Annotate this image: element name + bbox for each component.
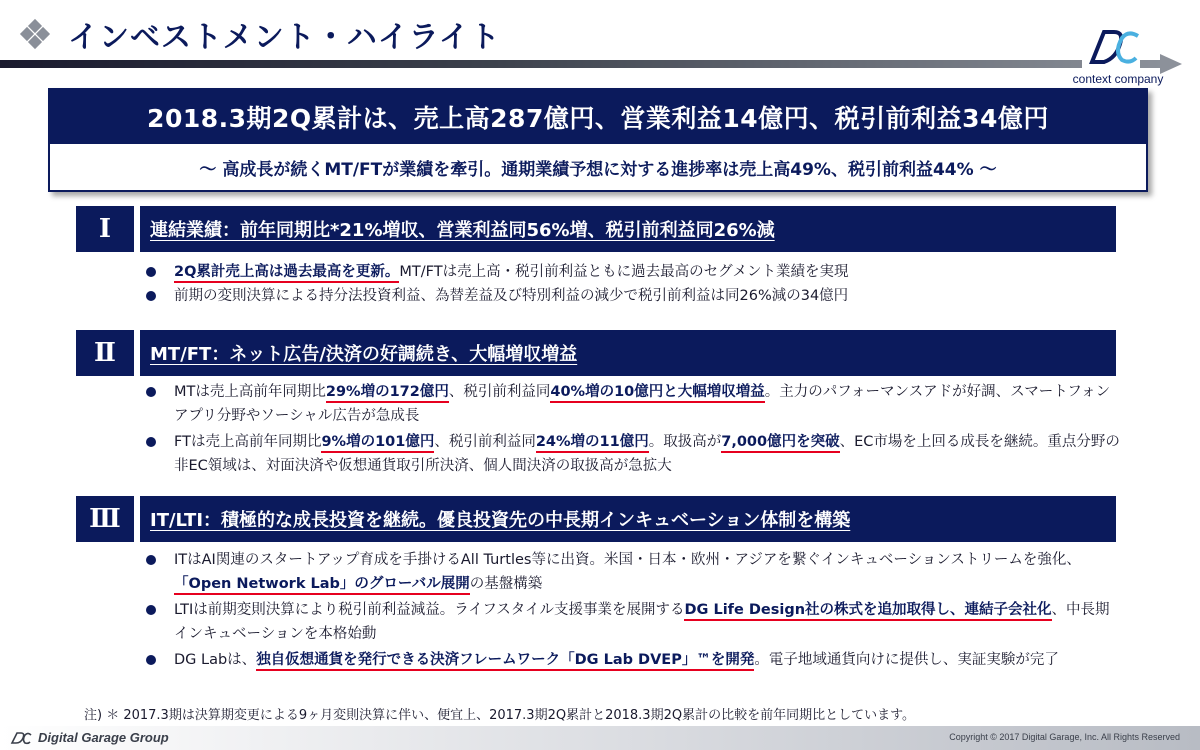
section-1-header (76, 206, 1116, 252)
highlight-text: DG Life Design社の株式を追加取得し、連結子会社化 (684, 602, 1051, 621)
title-wrap (22, 12, 501, 56)
bullet-dot-icon (146, 605, 156, 615)
copyright: Copyright © 2017 Digital Garage, Inc. All Rights Reserved (949, 732, 1180, 742)
list-item (140, 548, 1120, 596)
section-1-number: Ⅰ (76, 206, 134, 252)
bullet-text: MTは売上高前年同期比 (174, 384, 326, 400)
logo-text: context company (1072, 72, 1164, 86)
section-1-title: 連結業績：前年同期比*21%増収、営業利益同56%増、税引前利益同26%減 (150, 220, 775, 241)
bullet-text: 、税引前利益同 (434, 434, 536, 450)
section-2-bullets (140, 380, 1120, 478)
bullet-dot-icon (146, 437, 156, 447)
highlight-text: 29%増の172億円 (326, 384, 449, 403)
section-3-title: IT/LTI：積極的な成長投資を継続。優良投資先の中長期インキュベーション体制を構築 (150, 510, 851, 531)
highlight-text: 9%増の101億円 (321, 434, 434, 453)
summary-headline: 2018.3期2Q累計は、売上高287億円、営業利益14億円、税引前利益34億円 (50, 90, 1146, 144)
list-item (140, 260, 1120, 284)
header (0, 0, 1200, 86)
footer-brand: Digital Garage Group (38, 730, 169, 745)
highlight-text: 2Q累計売上高は過去最高を更新。 (174, 264, 399, 283)
bullet-text: FTは売上高前年同期比 (174, 434, 322, 450)
bullet-text: 。主力のパフォーマンスアドが好調、スマートフォンアプリ分野やソーシャル広告が急成長 (174, 384, 1111, 424)
list-item (140, 380, 1120, 428)
list-item (140, 284, 1120, 308)
bullet-dot-icon (146, 267, 156, 277)
highlight-text: 独自仮想通貨を発行できる決済フレームワーク「DG Lab DVEP」™を開発 (256, 652, 754, 671)
section-2-title-box (140, 330, 1116, 376)
bullet-text: 。取扱高が (648, 434, 722, 450)
section-3-header (76, 496, 1116, 542)
bullet-dot-icon (146, 387, 156, 397)
footer-logo (10, 730, 169, 745)
list-item (140, 648, 1120, 672)
header-rule (0, 60, 1170, 68)
bullet-text: ITはAI関連のスタートアップ育成を手掛けるAll Turtles等に出資。米国・日本・欧州・アジアを繋ぐインキュベーションストリームを強化、 (174, 552, 1081, 568)
bullet-text: 。電子地域通貨向けに提供し、実証実験が完了 (754, 652, 1059, 668)
highlight-text: 24%増の11億円 (536, 434, 649, 453)
section-3-title-box (140, 496, 1116, 542)
bullet-text: MT/FTは売上高・税引前利益ともに過去最高のセグメント業績を実現 (399, 264, 849, 280)
diamond-cluster-icon (22, 21, 48, 47)
section-2-title: MT/FT：ネット広告/決済の好調続き、大幅増収増益 (150, 344, 578, 365)
section-1-bullets (140, 260, 1120, 308)
summary-box (48, 88, 1148, 192)
bullet-text: 、税引前利益同 (448, 384, 551, 400)
section-2-number: Ⅱ (76, 330, 134, 376)
list-item (140, 430, 1120, 478)
bullet-text: の基盤構築 (469, 576, 543, 592)
section-1-title-box (140, 206, 1116, 252)
highlight-text: 7,000億円を突破 (721, 434, 839, 453)
highlight-text: 40%増の10億円と大幅増収増益 (550, 384, 764, 403)
bullet-dot-icon (146, 655, 156, 665)
bullet-text: 、中長期インキュベーションを本格始動 (174, 602, 1110, 642)
dg-logo-icon (1078, 24, 1144, 72)
bullet-dot-icon (146, 555, 156, 565)
page-title: インベストメント・ハイライト (68, 20, 501, 55)
footnote: 注) ＊ 2017.3期は決算期変更による9ヶ月変則決算に伴い、便宜上、2017.3期2Q累計と2018.3期2Q累計の比較を前年同期比としています。 (84, 708, 916, 723)
highlight-text: 「Open Network Lab」のグローバル展開 (174, 576, 470, 595)
summary-subline: ～ 高成長が続くMT/FTが業績を牽引。通期業績予想に対する進捗率は売上高49%、税引前利益44% ～ (199, 159, 997, 180)
bullet-dot-icon (146, 291, 156, 301)
section-2-header (76, 330, 1116, 376)
list-item (140, 598, 1120, 646)
bullet-text: 、EC市場を上回る成長を継続。重点分野の非EC領域は、対面決済や仮想通貨取引所決済、個人間決済の取扱高が急拡大 (174, 434, 1120, 474)
section-3-bullets (140, 548, 1120, 672)
footer (0, 726, 1200, 750)
section-3-number: Ⅲ (76, 496, 134, 542)
company-logo (1066, 24, 1166, 94)
bullet-text: DG Labは、 (174, 652, 257, 668)
bullet-text: 前期の変則決算による持分法投資利益、為替差益及び特別利益の減少で税引前利益は同26%減の34億円 (174, 288, 849, 304)
dg-small-logo-icon (10, 731, 32, 745)
bullet-text: LTIは前期変則決算により税引前利益減益。ライフスタイル支援事業を展開する (174, 602, 685, 618)
